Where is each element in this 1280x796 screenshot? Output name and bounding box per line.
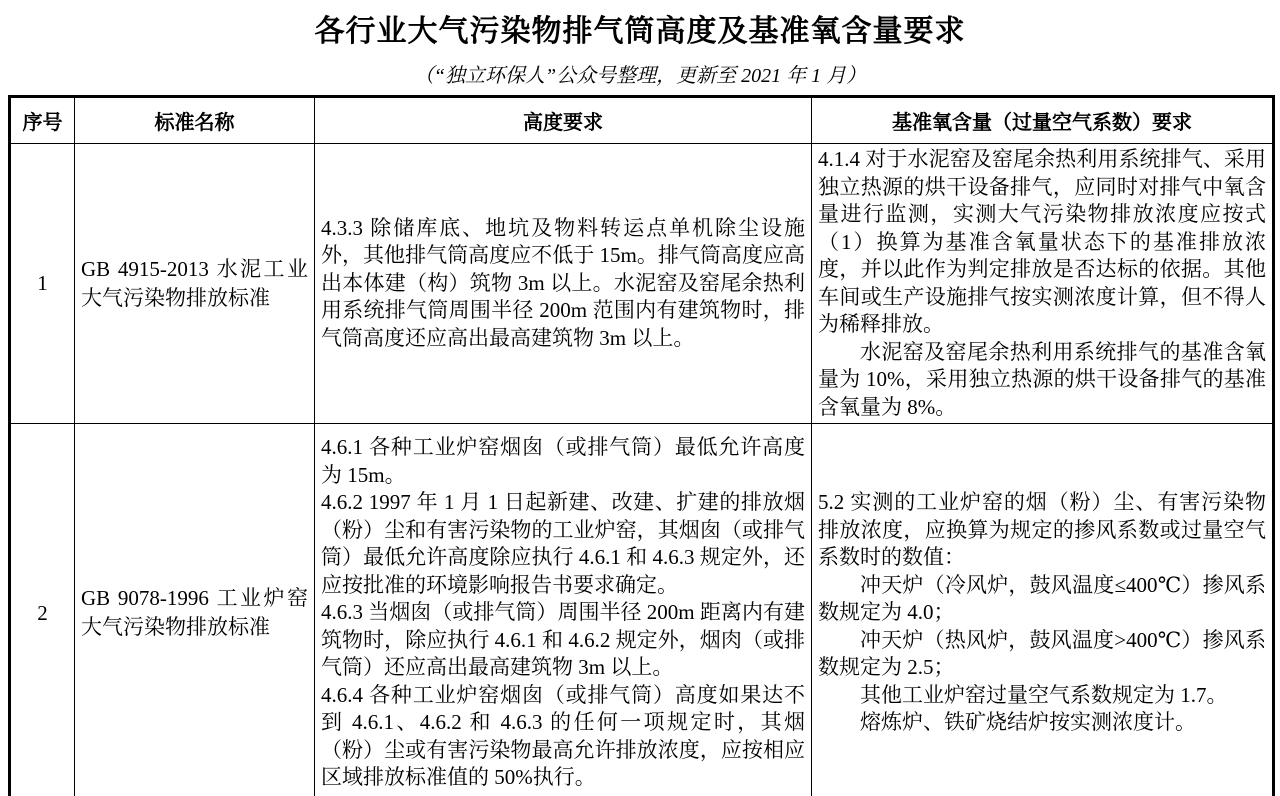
- row2-index: 2: [10, 424, 75, 796]
- table-header-row: [10, 97, 1274, 144]
- row2-height-paragraph-4: 4.6.4 各种工业炉窑烟囱（或排气筒）高度如果达不到 4.6.1、4.6.2 和 4.6.3 的任何一项规定时，其烟（粉）尘或有害污染物最高允许排放浓度，应按相应区域排放标准值的 50%执行。: [321, 682, 805, 790]
- row1-height-requirement: [315, 144, 812, 424]
- row2-oxygen-paragraph-1: 5.2 实测的工业炉窑的烟（粉）尘、有害污染物排放浓度，应换算为规定的掺风系数或过量空气系数时的数值：: [818, 490, 1266, 570]
- row2-oxygen-requirement: [812, 424, 1274, 796]
- page-subtitle: （“独立环保人”公众号整理，更新至 2021 年 1 月）: [413, 65, 867, 87]
- header-index: 序号: [10, 97, 75, 144]
- row2-standard-name: GB 9078-1996 工业炉窑大气污染物排放标准: [75, 424, 315, 796]
- row2-oxygen-paragraph-5: 熔炼炉、铁矿烧结炉按实测浓度计。: [860, 710, 1196, 735]
- row1-index: 1: [10, 144, 75, 424]
- row2-height-paragraph-2: 4.6.2 1997 年 1 月 1 日起新建、改建、扩建的排放烟（粉）尘和有害污染物的工业炉窑，其烟囱（或排气筒）最低允许高度除应执行 4.6.1 和 4.6.3 规定外，还应按批准的环境影响报告书要求确定。: [321, 490, 805, 597]
- page-title: 各行业大气污染物排气筒高度及基准氧含量要求: [314, 15, 966, 48]
- header-standard-name: 标准名称: [75, 97, 315, 144]
- row2-oxygen-paragraph-4: 其他工业炉窑过量空气系数规定为 1.7。: [860, 682, 1228, 707]
- row2-oxygen-paragraph-3: 冲天炉（热风炉，鼓风温度>400℃）掺风系数规定为 2.5；: [818, 627, 1266, 680]
- row2-height-paragraph-1: 4.6.1 各种工业炉窑烟囱（或排气筒）最低允许高度为 15m。: [321, 435, 805, 487]
- row2-height-paragraph-3: 4.6.3 当烟囱（或排气筒）周围半径 200m 距离内有建筑物时，除应执行 4.6.1 和 4.6.2 规定外，烟肉（或排气筒）还应高出最高建筑物 3m 以上。: [321, 600, 805, 680]
- row2-height-requirement: [315, 424, 812, 796]
- header-height-requirement: 高度要求: [315, 97, 812, 144]
- table-row: [10, 424, 1274, 796]
- table-row: [10, 144, 1274, 424]
- row1-oxygen-requirement: [812, 144, 1274, 424]
- row2-oxygen-paragraph-2: 冲天炉（冷风炉，鼓风温度≤400℃）掺风系数规定为 4.0；: [818, 572, 1266, 625]
- row1-oxygen-paragraph-2: 水泥窑及窑尾余热利用系统排气的基准含氧量为 10%，采用独立热源的烘干设备排气的基准含氧量为 8%。: [818, 339, 1266, 419]
- row1-standard-name: GB 4915-2013 水泥工业大气污染物排放标准: [75, 144, 315, 424]
- header-oxygen-requirement: 基准氧含量（过量空气系数）要求: [812, 97, 1274, 144]
- standards-table: [8, 95, 1275, 796]
- row1-oxygen-paragraph-1: 4.1.4 对于水泥窑及窑尾余热利用系统排气、采用独立热源的烘干设备排气，应同时对排气中氧含量进行监测，实测大气污染物排放浓度应按式（1）换算为基准含氧量状态下的基准排放浓度，并以此作为判定排放是否达标的依据。其他车间或生产设施排气按实测浓度计算，但不得人为稀释排放。: [818, 147, 1266, 336]
- row1-height-paragraph: 4.3.3 除储库底、地坑及物料转运点单机除尘设施外，其他排气筒高度应不低于 15m。排气筒高度应高出本体建（构）筑物 3m 以上。水泥窑及窑尾余热利用系统排气筒周围半径 200m 范围内有建筑物时，排气筒高度还应高出最高建筑物 3m 以上。: [321, 215, 805, 350]
